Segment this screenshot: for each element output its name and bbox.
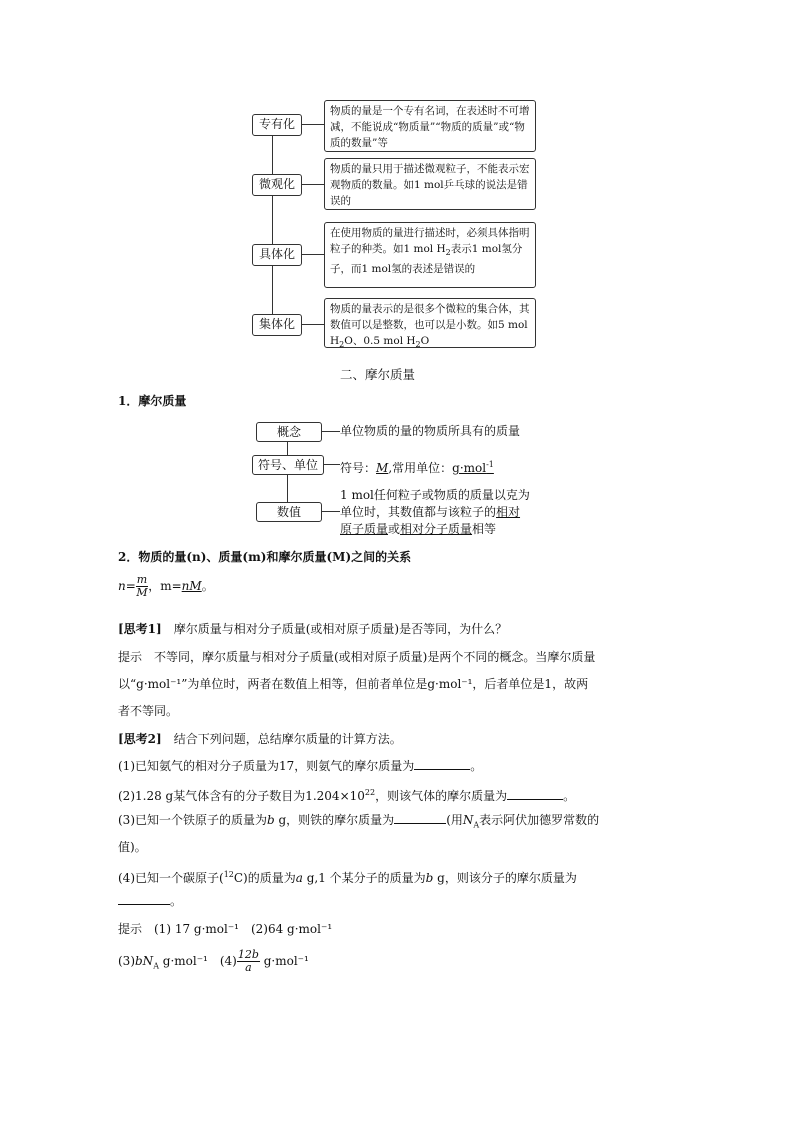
label-symbol-unit: 符号、单位 bbox=[252, 455, 324, 475]
connector-vertical bbox=[272, 124, 273, 324]
concept-text: 单位物质的量的物质所具有的质量 bbox=[340, 424, 521, 438]
heading-relation: 2．物质的量(n)、质量(m)和摩尔质量(M)之间的关系 bbox=[118, 550, 412, 564]
hint-2-line-1: 提示 (1) 17 g·mol⁻¹ (2)64 g·mol⁻¹ bbox=[118, 922, 333, 936]
answer-blank[interactable] bbox=[118, 892, 170, 905]
question-2: (2)1.28 g某气体含有的分子数目为$1.204\times 10^{22}$，则该气体的摩尔质量为 。 bbox=[118, 788, 576, 803]
hint-1-line-1: 提示 不等同，摩尔质量与相对分子质量(或相对原子质量)是两个不同的概念。当摩尔质量 bbox=[118, 650, 596, 664]
connector bbox=[300, 124, 324, 125]
value-text-2: 单位时，其数值都与该粒子的相对 bbox=[340, 505, 521, 519]
desc-specific: 在使用物质的量进行描述时，必须具体指明粒子的种类。如1 mol $H_2$表示1 mol氢分子，而1 mol氢的表述是错误的 bbox=[324, 222, 536, 288]
answer-blank[interactable] bbox=[507, 787, 563, 800]
connector bbox=[320, 511, 340, 512]
desc-collective: 物质的量表示的是很多个微粒的集合体，其数值可以是整数，也可以是小数。如5 mol $H_2O$、0.5 mol $H_2O$ bbox=[324, 298, 536, 348]
question-3: (3)已知一个铁原子的质量为b g，则铁的摩尔质量为 (用$N_A$表示阿伏加德罗常数的 bbox=[118, 813, 600, 830]
connector bbox=[300, 324, 324, 325]
hint-2-line-2: $(3)bN_A$ g·mol⁻¹ (4) $\frac{12b}{a}$ g·mol⁻¹ bbox=[118, 948, 309, 974]
answer-blank[interactable] bbox=[414, 757, 470, 770]
question-1: (1)已知氨气的相对分子质量为17，则氨气的摩尔质量为 。 bbox=[118, 759, 483, 773]
connector bbox=[320, 431, 340, 432]
label-concept: 概念 bbox=[256, 422, 322, 442]
answer-blank[interactable] bbox=[394, 811, 446, 824]
think-1: [思考1] 摩尔质量与相对分子质量(或相对原子质量)是否等同，为什么？ bbox=[118, 622, 508, 636]
hint-1-line-2: 以“g·mol⁻¹”为单位时，两者在数值上相等，但前者单位是g·mol⁻¹，后者单位是1，故两 bbox=[118, 677, 589, 691]
label-specific: 具体化 bbox=[252, 244, 302, 266]
symbol-text: 符号：M,常用单位：g·mol$^{-1}$ bbox=[340, 460, 494, 475]
label-proper: 专有化 bbox=[252, 114, 302, 136]
question-3-cont: 值)。 bbox=[118, 840, 147, 854]
value-text-3: 原子质量或相对分子质量相等 bbox=[340, 522, 497, 536]
question-4-cont: 。 bbox=[118, 892, 182, 910]
desc-proper: 物质的量是一个专有名词，在表述时不可增减，不能说成“物质量”“物质的质量”或“物质的数量”等 bbox=[324, 100, 536, 152]
label-collective: 集体化 bbox=[252, 314, 302, 336]
connector bbox=[300, 254, 324, 255]
value-text-1: 1 mol任何粒子或物质的质量以克为 bbox=[340, 488, 530, 502]
question-4: (4)已知一个碳原子($^{12}$C)的质量为a g,1 个某分子的质量为b g，则该分子的摩尔质量为 bbox=[118, 870, 577, 885]
section-title: 二、摩尔质量 bbox=[340, 367, 416, 382]
formula: n= $\frac{m}{M}$ ，m=nM。 bbox=[118, 573, 214, 599]
label-micro: 微观化 bbox=[252, 174, 302, 196]
think-2: [思考2] 结合下列问题，总结摩尔质量的计算方法。 bbox=[118, 732, 402, 746]
label-value: 数值 bbox=[256, 502, 322, 522]
heading-molar-mass: 1．摩尔质量 bbox=[118, 394, 187, 408]
desc-micro: 物质的量只用于描述微观粒子，不能表示宏观物质的数量。如1 mol乒乓球的说法是错误的 bbox=[324, 158, 536, 210]
hint-1-line-3: 者不等同。 bbox=[118, 704, 179, 718]
connector bbox=[322, 464, 340, 465]
connector bbox=[300, 184, 324, 185]
